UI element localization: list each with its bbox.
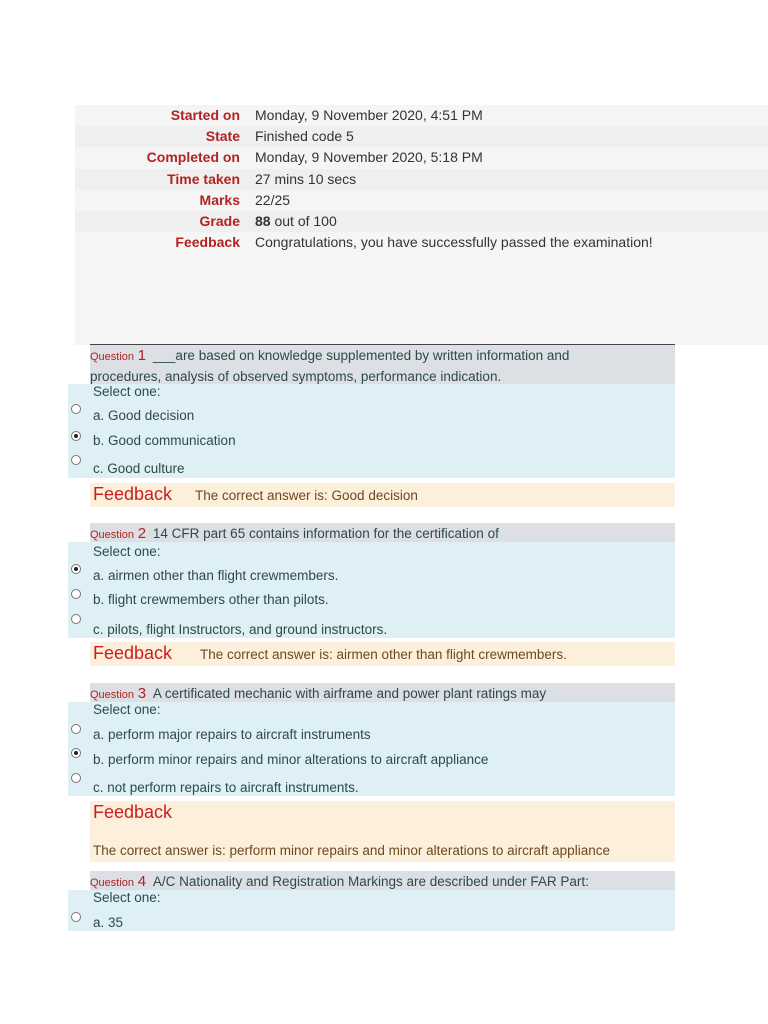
question-1-feedback	[90, 483, 675, 507]
summary-row-started	[75, 105, 768, 126]
radio-button[interactable]	[71, 724, 81, 734]
summary-label: State	[205, 128, 240, 144]
answer-option[interactable]: c. not perform repairs to aircraft instruments.	[93, 780, 359, 795]
question-4-header	[90, 871, 675, 890]
question-number: 2	[137, 525, 147, 542]
question-2-feedback	[90, 642, 675, 666]
answer-option[interactable]: b. Good communication	[93, 433, 236, 448]
radio-button[interactable]	[71, 589, 81, 599]
select-one-label: Select one:	[93, 544, 161, 559]
summary-value: Congratulations, you have successfully passed the examination!	[255, 234, 653, 250]
answer-option[interactable]: a. 35	[93, 915, 124, 930]
question-1-header	[90, 345, 675, 384]
radio-button[interactable]	[71, 614, 81, 624]
answer-option[interactable]: a. airmen other than flight crewmembers.	[93, 568, 339, 583]
question-text: 14 CFR part 65 contains information for the certification of	[152, 526, 499, 541]
question-3-feedback	[90, 801, 675, 862]
summary-value: Monday, 9 November 2020, 5:18 PM	[255, 149, 483, 165]
answer-option[interactable]: c. pilots, flight Instructors, and ground instructors.	[93, 622, 388, 637]
question-number: 1	[137, 347, 147, 364]
feedback-text: The correct answer is: airmen other than flight crewmembers.	[200, 647, 567, 662]
question-2-header	[90, 523, 675, 542]
summary-value: 27 mins 10 secs	[255, 171, 357, 187]
radio-button[interactable]	[71, 748, 81, 758]
grade-score: 88	[255, 213, 271, 229]
question-text: A certificated mechanic with airframe and power plant ratings may	[152, 686, 547, 701]
summary-value: Finished code 5	[255, 128, 354, 144]
answer-option[interactable]: b. flight crewmembers other than pilots.	[93, 592, 329, 607]
summary-label: Feedback	[175, 234, 240, 250]
feedback-text: The correct answer is: Good decision	[195, 488, 418, 503]
feedback-text: The correct answer is: perform minor repairs and minor alterations to aircraft appliance	[93, 843, 610, 858]
question-1-answers	[68, 384, 675, 478]
summary-row-completed	[75, 147, 768, 168]
feedback-title: Feedback	[93, 643, 173, 663]
question-2-answers	[68, 542, 675, 638]
answer-option[interactable]: b. perform minor repairs and minor alterations to aircraft appliance	[93, 752, 489, 767]
attempt-summary	[75, 105, 768, 345]
question-number: 3	[137, 685, 147, 702]
question-3-header	[90, 683, 675, 702]
question-word: Question	[90, 689, 135, 701]
question-word: Question	[90, 529, 135, 541]
summary-label: Marks	[199, 192, 240, 208]
select-one-label: Select one:	[93, 890, 161, 905]
question-text-line2: procedures, analysis of observed symptoms, performance indication.	[90, 369, 502, 384]
radio-button[interactable]	[71, 404, 81, 414]
summary-label: Started on	[170, 107, 240, 123]
feedback-title: Feedback	[93, 484, 173, 504]
question-word: Question	[90, 877, 135, 889]
radio-button[interactable]	[71, 431, 81, 441]
answer-option[interactable]: a. perform major repairs to aircraft instruments	[93, 727, 371, 742]
radio-button[interactable]	[71, 912, 81, 922]
question-text: ___are based on knowledge supplemented by written information and	[152, 348, 570, 363]
summary-row-marks	[75, 190, 768, 211]
question-word: Question	[90, 351, 135, 363]
radio-button[interactable]	[71, 455, 81, 465]
summary-row-time-taken	[75, 169, 768, 190]
select-one-label: Select one:	[93, 384, 161, 399]
question-number: 4	[137, 873, 147, 890]
summary-label: Grade	[199, 213, 240, 229]
feedback-title: Feedback	[93, 802, 173, 822]
radio-button[interactable]	[71, 773, 81, 783]
answer-option[interactable]: a. Good decision	[93, 408, 195, 423]
question-4-answers	[68, 890, 675, 931]
summary-value	[255, 213, 337, 229]
summary-label: Time taken	[167, 171, 240, 187]
question-3-answers	[68, 702, 675, 796]
summary-label: Completed on	[146, 149, 240, 165]
summary-value: 22/25	[255, 192, 291, 208]
summary-row-state	[75, 126, 768, 147]
select-one-label: Select one:	[93, 702, 161, 717]
summary-row-grade	[75, 211, 768, 232]
question-text: A/C Nationality and Registration Markings are described under FAR Part:	[152, 874, 589, 889]
summary-row-feedback	[75, 232, 768, 253]
radio-button[interactable]	[71, 564, 81, 574]
answer-option[interactable]: c. Good culture	[93, 461, 185, 476]
summary-value: Monday, 9 November 2020, 4:51 PM	[255, 107, 483, 123]
grade-out-of: out of 100	[270, 213, 337, 229]
